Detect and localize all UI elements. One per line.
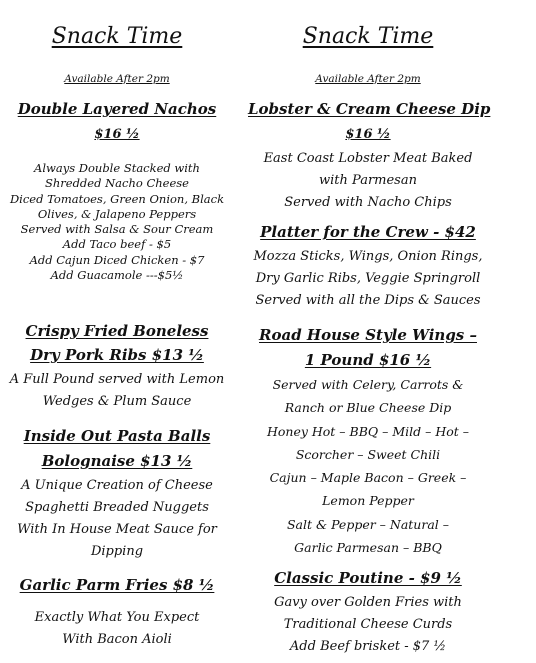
availability-note: Available After 2pm bbox=[64, 73, 170, 85]
description-line: Honey Hot – BBQ – Mild – Hot – bbox=[266, 423, 470, 439]
description-line: Diced Tomatoes, Green Onion, Black bbox=[9, 191, 225, 206]
description-line: Cajun – Maple Bacon – Greek – bbox=[269, 470, 467, 486]
availability-note: Available After 2pm bbox=[315, 73, 421, 85]
item-description-fries bbox=[0, 607, 242, 651]
item-price-nachos: $16 ½ bbox=[94, 127, 140, 142]
description-line: with Parmesan bbox=[319, 173, 417, 188]
description-line: Scorcher – Sweet Chili bbox=[295, 446, 441, 462]
description-line: Gavy over Golden Fries with bbox=[274, 595, 462, 610]
item-name-pasta-balls: Inside Out Pasta Balls bbox=[23, 427, 211, 445]
description-line: Lemon Pepper bbox=[322, 493, 414, 509]
description-line: Add Taco beef - $5 bbox=[62, 237, 172, 252]
description-line: Spaghetti Breaded Nuggets bbox=[25, 500, 209, 515]
description-line: Traditional Cheese Curds bbox=[283, 617, 453, 632]
description-line: Served with Celery, Carrots & bbox=[272, 377, 464, 392]
item-description-ribs bbox=[0, 369, 242, 413]
item-name-price-ribs: Dry Pork Ribs $13 ½ bbox=[30, 346, 204, 364]
description-line: Served with all the Dips & Sauces bbox=[255, 293, 481, 308]
description-line: A Unique Creation of Cheese bbox=[21, 478, 213, 493]
description-line: Salt & Pepper – Natural – bbox=[286, 516, 450, 532]
item-name-wings: Road House Style Wings – bbox=[259, 326, 477, 344]
item-description-nachos bbox=[0, 161, 242, 283]
description-line: Ranch or Blue Cheese Dip bbox=[284, 400, 452, 416]
item-price-lobster-dip: $16 ½ bbox=[345, 127, 391, 142]
item-description-pasta-balls bbox=[0, 475, 242, 563]
description-line: Garlic Parmesan – BBQ bbox=[294, 540, 442, 556]
item-name-price-platter: Platter for the Crew - $42 bbox=[260, 223, 476, 241]
item-name-price-wings: 1 Pound $16 ½ bbox=[304, 351, 432, 369]
item-name-price-fries: Garlic Parm Fries $8 ½ bbox=[19, 576, 215, 594]
description-line: Add Guacamole ---$5½ bbox=[50, 268, 184, 283]
description-line: With Bacon Aioli bbox=[62, 632, 172, 647]
description-line: Dry Garlic Ribs, Veggie Springroll bbox=[255, 271, 481, 286]
description-line: East Coast Lobster Meat Baked bbox=[263, 151, 473, 166]
menu-title: Snack Time bbox=[302, 24, 434, 49]
item-name-ribs: Crispy Fried Boneless bbox=[25, 322, 209, 340]
description-line: A Full Pound served with Lemon bbox=[9, 372, 225, 387]
menu-title: Snack Time bbox=[51, 24, 183, 49]
description-line: Wedges & Plum Sauce bbox=[42, 394, 192, 409]
item-description-poutine bbox=[240, 592, 496, 658]
item-description-lobster-dip bbox=[240, 148, 496, 214]
description-line: With In House Meat Sauce for bbox=[17, 522, 217, 537]
description-line: Served with Salsa & Sour Cream bbox=[20, 222, 214, 237]
item-name-lobster-dip: Lobster & Cream Cheese Dip bbox=[248, 100, 491, 118]
item-description-platter bbox=[240, 246, 496, 312]
item-description-wings bbox=[240, 373, 496, 559]
description-line: Shredded Nacho Cheese bbox=[44, 176, 189, 191]
description-line: Dipping bbox=[90, 544, 144, 559]
description-line: Add Cajun Diced Chicken - $7 bbox=[29, 252, 205, 267]
description-line: Add Beef brisket - $7 ½ bbox=[289, 639, 447, 654]
item-name-price-poutine: Classic Poutine - $9 ½ bbox=[274, 569, 462, 587]
description-line: Served with Nacho Chips bbox=[284, 195, 452, 210]
description-line: Olives, & Jalapeno Peppers bbox=[37, 206, 197, 221]
description-line: Mozza Sticks, Wings, Onion Rings, bbox=[253, 249, 483, 264]
item-name-price-pasta-balls: Bolognaise $13 ½ bbox=[41, 452, 193, 470]
description-line: Always Double Stacked with bbox=[34, 161, 200, 175]
item-name-nachos: Double Layered Nachos bbox=[17, 100, 217, 118]
description-line: Exactly What You Expect bbox=[34, 610, 200, 625]
